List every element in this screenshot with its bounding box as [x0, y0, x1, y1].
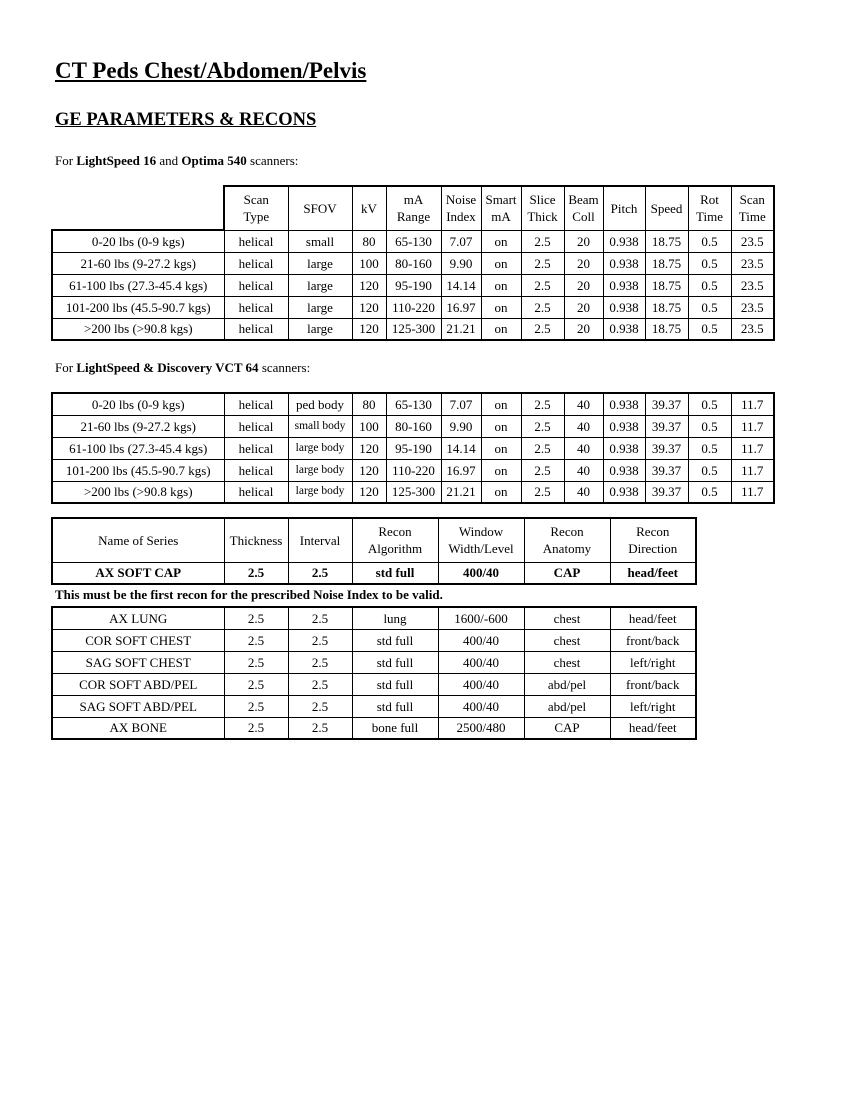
value-cell: ped body: [288, 393, 352, 415]
value-cell: 2.5: [288, 695, 352, 717]
value-cell: chest: [524, 607, 610, 629]
value-cell: 2.5: [288, 629, 352, 651]
weight-cell: 61-100 lbs (27.3-45.4 kgs): [52, 437, 224, 459]
header-line: Direction: [628, 541, 678, 557]
value-cell: 0.938: [603, 459, 645, 481]
header-line: kV: [361, 200, 377, 216]
label-text: For: [55, 360, 77, 375]
value-cell: 0.5: [688, 296, 731, 318]
value-cell: 110-220: [386, 459, 441, 481]
header-line: Scan: [739, 192, 765, 208]
value-cell: 2.5: [224, 562, 288, 584]
header-line: Time: [696, 209, 723, 225]
page-title: CT Peds Chest/Abdomen/Pelvis: [55, 58, 367, 83]
value-cell: front/back: [610, 673, 696, 695]
value-cell: 120: [352, 459, 386, 481]
value-cell: chest: [524, 629, 610, 651]
header-line: Anatomy: [542, 541, 592, 557]
label-text: scanners:: [246, 153, 299, 168]
value-cell: left/right: [610, 651, 696, 673]
value-cell: 120: [352, 437, 386, 459]
value-cell: CAP: [524, 717, 610, 739]
value-cell: 80: [352, 230, 386, 252]
column-header: [645, 186, 688, 230]
value-cell: on: [481, 296, 521, 318]
value-cell: 18.75: [645, 296, 688, 318]
value-cell: 0.5: [688, 393, 731, 415]
value-cell: on: [481, 437, 521, 459]
value-cell: front/back: [610, 629, 696, 651]
column-header: [521, 186, 564, 230]
weight-cell: 21-60 lbs (9-27.2 kgs): [52, 252, 224, 274]
value-cell: bone full: [352, 717, 438, 739]
value-cell: 14.14: [441, 274, 481, 296]
value-cell: large body: [288, 459, 352, 481]
header-line: Rot: [700, 192, 719, 208]
value-cell: 1600/-600: [438, 607, 524, 629]
value-cell: 2.5: [288, 562, 352, 584]
value-cell: 2500/480: [438, 717, 524, 739]
header-line: Noise: [445, 192, 477, 208]
value-cell: 40: [564, 481, 603, 503]
value-cell: 0.5: [688, 274, 731, 296]
value-cell: helical: [224, 274, 288, 296]
value-cell: std full: [352, 629, 438, 651]
value-cell: helical: [224, 481, 288, 503]
value-cell: small body: [288, 415, 352, 437]
column-header: [688, 186, 731, 230]
series-name-cell: COR SOFT CHEST: [52, 629, 224, 651]
value-cell: 11.7: [731, 481, 774, 503]
value-cell: on: [481, 415, 521, 437]
value-cell: 0.938: [603, 393, 645, 415]
header-line: Beam: [568, 192, 599, 208]
value-cell: 20: [564, 318, 603, 340]
value-cell: 18.75: [645, 252, 688, 274]
table-header-row: [52, 186, 774, 230]
value-cell: 100: [352, 415, 386, 437]
value-cell: 39.37: [645, 415, 688, 437]
value-cell: 0.938: [603, 230, 645, 252]
value-cell: 0.5: [688, 437, 731, 459]
weight-cell: 101-200 lbs (45.5-90.7 kgs): [52, 459, 224, 481]
value-cell: 0.5: [688, 230, 731, 252]
value-cell: 400/40: [438, 562, 524, 584]
value-cell: 18.75: [645, 230, 688, 252]
value-cell: 95-190: [386, 274, 441, 296]
recon-primary-row: [52, 562, 696, 584]
value-cell: std full: [352, 562, 438, 584]
value-cell: 0.938: [603, 252, 645, 274]
value-cell: 16.97: [441, 459, 481, 481]
value-cell: on: [481, 393, 521, 415]
column-header: [224, 186, 288, 230]
value-cell: 40: [564, 393, 603, 415]
value-cell: helical: [224, 296, 288, 318]
value-cell: head/feet: [610, 562, 696, 584]
value-cell: 11.7: [731, 437, 774, 459]
column-header: [224, 518, 288, 562]
value-cell: 0.938: [603, 415, 645, 437]
value-cell: 95-190: [386, 437, 441, 459]
header-blank-cell: [52, 186, 224, 230]
value-cell: 2.5: [521, 481, 564, 503]
value-cell: 23.5: [731, 296, 774, 318]
label-text: scanners:: [258, 360, 311, 375]
scanner-group-label-2: [55, 360, 310, 376]
value-cell: helical: [224, 230, 288, 252]
value-cell: small: [288, 230, 352, 252]
value-cell: 21.21: [441, 481, 481, 503]
column-header: [564, 186, 603, 230]
column-header: [352, 186, 386, 230]
value-cell: abd/pel: [524, 673, 610, 695]
header-line: Smart: [485, 192, 517, 208]
weight-cell: 0-20 lbs (0-9 kgs): [52, 393, 224, 415]
value-cell: 120: [352, 274, 386, 296]
value-cell: 20: [564, 230, 603, 252]
column-header: [481, 186, 521, 230]
parameters-table-ls16: [51, 185, 775, 341]
table-row: [52, 673, 696, 695]
value-cell: 2.5: [224, 717, 288, 739]
column-header: [731, 186, 774, 230]
header-line: Recon: [636, 524, 670, 540]
value-cell: 120: [352, 481, 386, 503]
value-cell: left/right: [610, 695, 696, 717]
table-row: [52, 318, 774, 340]
value-cell: 100: [352, 252, 386, 274]
value-cell: large: [288, 296, 352, 318]
value-cell: on: [481, 252, 521, 274]
header-line: Speed: [650, 200, 683, 216]
column-header: [441, 186, 481, 230]
value-cell: helical: [224, 252, 288, 274]
value-cell: on: [481, 318, 521, 340]
value-cell: 2.5: [288, 717, 352, 739]
header-line: SFOV: [303, 200, 337, 216]
value-cell: 14.14: [441, 437, 481, 459]
value-cell: large: [288, 318, 352, 340]
value-cell: head/feet: [610, 717, 696, 739]
header-line: Scan: [243, 192, 269, 208]
value-cell: 21.21: [441, 318, 481, 340]
table-row: [52, 296, 774, 318]
value-cell: 2.5: [521, 296, 564, 318]
series-name-cell: COR SOFT ABD/PEL: [52, 673, 224, 695]
weight-cell: 101-200 lbs (45.5-90.7 kgs): [52, 296, 224, 318]
value-cell: 7.07: [441, 393, 481, 415]
label-text: For: [55, 153, 77, 168]
value-cell: 0.938: [603, 296, 645, 318]
table-row: [52, 717, 696, 739]
value-cell: 2.5: [224, 629, 288, 651]
value-cell: 400/40: [438, 629, 524, 651]
header-line: Type: [243, 209, 270, 225]
value-cell: 400/40: [438, 673, 524, 695]
value-cell: 2.5: [288, 651, 352, 673]
value-cell: 7.07: [441, 230, 481, 252]
value-cell: 20: [564, 274, 603, 296]
value-cell: 0.938: [603, 274, 645, 296]
value-cell: 39.37: [645, 437, 688, 459]
value-cell: 0.5: [688, 318, 731, 340]
value-cell: 39.37: [645, 481, 688, 503]
value-cell: large: [288, 252, 352, 274]
header-line: Recon: [378, 524, 412, 540]
table-row: [52, 459, 774, 481]
header-line: Index: [446, 209, 476, 225]
table-row: [52, 252, 774, 274]
table-row: [52, 393, 774, 415]
value-cell: 0.5: [688, 481, 731, 503]
value-cell: 16.97: [441, 296, 481, 318]
value-cell: 2.5: [224, 695, 288, 717]
value-cell: 18.75: [645, 274, 688, 296]
header-line: Coll: [572, 209, 595, 225]
value-cell: 20: [564, 252, 603, 274]
series-name-cell: AX LUNG: [52, 607, 224, 629]
value-cell: 0.5: [688, 252, 731, 274]
value-cell: CAP: [524, 562, 610, 584]
header-line: Thick: [527, 209, 558, 225]
scanner-name: Optima 540: [181, 153, 247, 168]
header-line: mA: [403, 192, 424, 208]
value-cell: 23.5: [731, 252, 774, 274]
value-cell: 80-160: [386, 415, 441, 437]
value-cell: 80: [352, 393, 386, 415]
value-cell: 125-300: [386, 481, 441, 503]
value-cell: on: [481, 481, 521, 503]
column-header: [610, 518, 696, 562]
value-cell: 2.5: [521, 230, 564, 252]
value-cell: 0.5: [688, 415, 731, 437]
table-row: [52, 437, 774, 459]
header-line: Window: [458, 524, 504, 540]
value-cell: 120: [352, 296, 386, 318]
value-cell: 23.5: [731, 274, 774, 296]
value-cell: 400/40: [438, 651, 524, 673]
value-cell: 65-130: [386, 393, 441, 415]
value-cell: large: [288, 274, 352, 296]
value-cell: chest: [524, 651, 610, 673]
parameters-table-vct64: [51, 392, 775, 504]
header-line: Name of Series: [98, 532, 179, 548]
scanner-name: LightSpeed & Discovery VCT 64: [76, 360, 259, 375]
section-title: GE PARAMETERS & RECONS: [55, 110, 317, 130]
value-cell: 23.5: [731, 230, 774, 252]
value-cell: helical: [224, 393, 288, 415]
value-cell: 110-220: [386, 296, 441, 318]
column-header: [438, 518, 524, 562]
header-line: Algorithm: [367, 541, 423, 557]
value-cell: 0.938: [603, 481, 645, 503]
recon-note: This must be the first recon for the prescribed Noise Index to be valid.: [55, 587, 443, 602]
value-cell: 9.90: [441, 252, 481, 274]
column-header: [288, 186, 352, 230]
value-cell: on: [481, 459, 521, 481]
series-name-cell: SAG SOFT CHEST: [52, 651, 224, 673]
weight-cell: >200 lbs (>90.8 kgs): [52, 481, 224, 503]
value-cell: 0.938: [603, 437, 645, 459]
value-cell: 2.5: [521, 318, 564, 340]
value-cell: lung: [352, 607, 438, 629]
value-cell: std full: [352, 651, 438, 673]
table-row: [52, 629, 696, 651]
column-header: [288, 518, 352, 562]
value-cell: large body: [288, 481, 352, 503]
header-line: Interval: [299, 532, 341, 548]
value-cell: 2.5: [521, 274, 564, 296]
value-cell: on: [481, 274, 521, 296]
header-line: mA: [491, 209, 511, 225]
value-cell: 23.5: [731, 318, 774, 340]
value-cell: 2.5: [224, 651, 288, 673]
value-cell: abd/pel: [524, 695, 610, 717]
header-line: Range: [396, 209, 431, 225]
value-cell: 40: [564, 437, 603, 459]
column-header: [52, 518, 224, 562]
label-text: and: [156, 153, 182, 168]
column-header: [603, 186, 645, 230]
value-cell: 11.7: [731, 459, 774, 481]
value-cell: 2.5: [521, 459, 564, 481]
value-cell: 2.5: [521, 437, 564, 459]
value-cell: 125-300: [386, 318, 441, 340]
value-cell: 9.90: [441, 415, 481, 437]
value-cell: 0.938: [603, 318, 645, 340]
value-cell: 2.5: [288, 607, 352, 629]
header-line: Time: [738, 209, 766, 225]
table-row: [52, 481, 774, 503]
value-cell: std full: [352, 695, 438, 717]
series-name-cell: AX BONE: [52, 717, 224, 739]
weight-cell: 21-60 lbs (9-27.2 kgs): [52, 415, 224, 437]
value-cell: 11.7: [731, 393, 774, 415]
value-cell: 2.5: [521, 415, 564, 437]
scanner-group-label-1: [55, 153, 298, 169]
value-cell: 2.5: [521, 393, 564, 415]
value-cell: 18.75: [645, 318, 688, 340]
value-cell: 39.37: [645, 393, 688, 415]
value-cell: 2.5: [224, 673, 288, 695]
value-cell: 0.5: [688, 459, 731, 481]
value-cell: 40: [564, 415, 603, 437]
series-name-cell: SAG SOFT ABD/PEL: [52, 695, 224, 717]
header-line: Width/Level: [448, 541, 514, 557]
column-header: [524, 518, 610, 562]
value-cell: helical: [224, 415, 288, 437]
header-line: Recon: [550, 524, 584, 540]
header-line: Pitch: [610, 200, 638, 216]
table-row: [52, 415, 774, 437]
value-cell: helical: [224, 437, 288, 459]
recon-series-table: [51, 606, 697, 740]
value-cell: helical: [224, 459, 288, 481]
header-line: Thickness: [229, 532, 283, 548]
value-cell: head/feet: [610, 607, 696, 629]
value-cell: 20: [564, 296, 603, 318]
table-row: [52, 274, 774, 296]
scanner-name: LightSpeed 16: [76, 153, 157, 168]
value-cell: 11.7: [731, 415, 774, 437]
value-cell: 2.5: [521, 252, 564, 274]
value-cell: 2.5: [224, 607, 288, 629]
value-cell: 65-130: [386, 230, 441, 252]
table-row: [52, 651, 696, 673]
column-header: [386, 186, 441, 230]
weight-cell: >200 lbs (>90.8 kgs): [52, 318, 224, 340]
column-header: [352, 518, 438, 562]
series-name-cell: AX SOFT CAP: [52, 562, 224, 584]
table-row: [52, 607, 696, 629]
recon-primary-table: [51, 517, 697, 585]
value-cell: 120: [352, 318, 386, 340]
weight-cell: 61-100 lbs (27.3-45.4 kgs): [52, 274, 224, 296]
table-row: [52, 695, 696, 717]
value-cell: 40: [564, 459, 603, 481]
value-cell: 80-160: [386, 252, 441, 274]
value-cell: on: [481, 230, 521, 252]
weight-cell: 0-20 lbs (0-9 kgs): [52, 230, 224, 252]
value-cell: helical: [224, 318, 288, 340]
table-row: [52, 230, 774, 252]
value-cell: 2.5: [288, 673, 352, 695]
value-cell: 400/40: [438, 695, 524, 717]
value-cell: large body: [288, 437, 352, 459]
recon-header-row: [52, 518, 696, 562]
value-cell: std full: [352, 673, 438, 695]
header-line: Slice: [529, 192, 556, 208]
value-cell: 39.37: [645, 459, 688, 481]
